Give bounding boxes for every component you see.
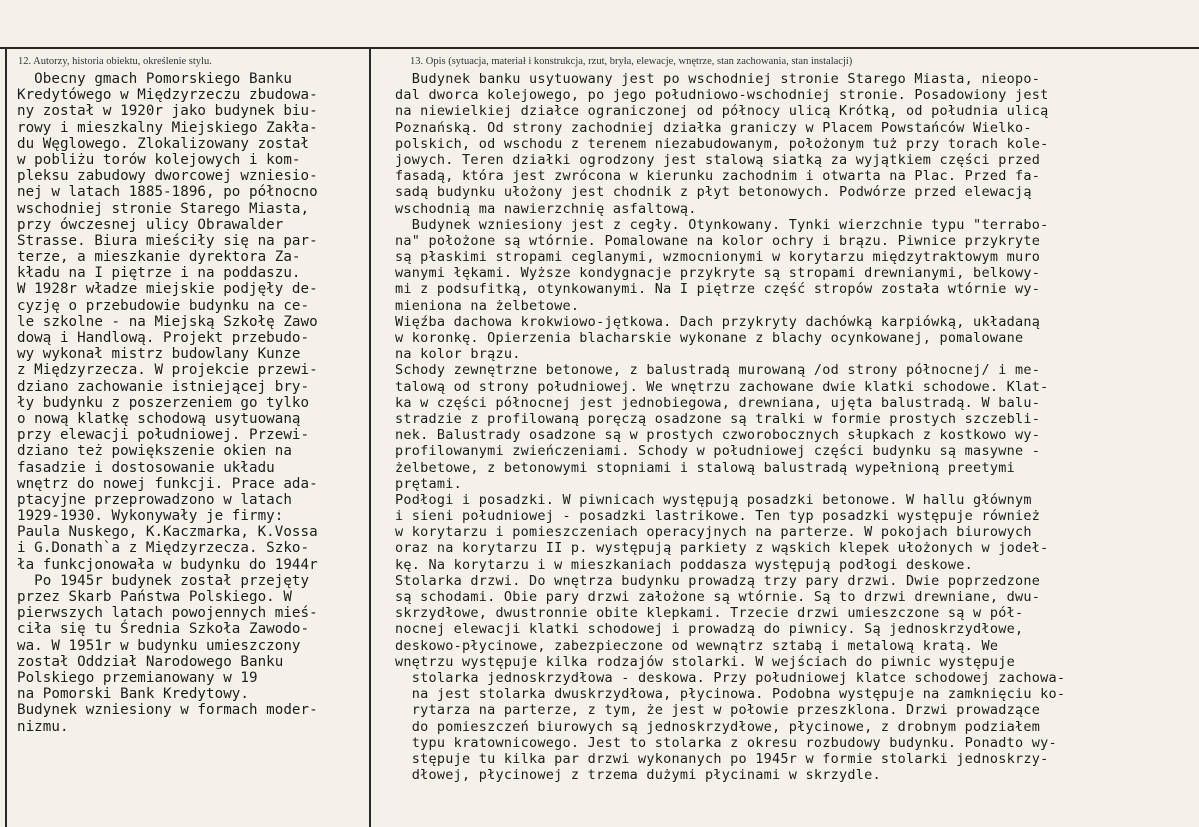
text-line: i G.Donath`a z Międzyrzecza. Szko- <box>17 540 310 557</box>
text-line: Stolarka drzwi. Do wnętrza budynku prowadzą trzy pary drzwi. Dwie poprzedzone <box>395 572 1041 589</box>
text-line: rytarza na parterze, z tym, że jest w połowie przeszklona. Drzwi prowadzące <box>395 702 1041 719</box>
text-line: wanymi łękami. Wyższe kondygnacje przykryte są stropami drewnianymi, belkowy- <box>395 265 1041 282</box>
text-line: Poznańską. Od strony zachodniej działka graniczy w Placem Powstańców Wielko- <box>395 119 1032 136</box>
text-line: ptacyjne przeprowadzono w latach <box>17 491 292 508</box>
text-line: dową i Handlową. Projekt przebudo- <box>17 330 310 346</box>
text-line: jowych. Teren działki ogrodzony jest stalową siatką za wyjątkiem części przed <box>395 151 1041 168</box>
text-line: Po 1945r budynek został przejęty <box>17 572 310 589</box>
text-line: wschodnią ma nawierzchnię asfaltową. <box>395 200 697 217</box>
text-line: dziano też powiększenie okien na <box>17 443 292 460</box>
text-line: polskich, od wschodu z terenem niezabudowanym, położonym tuż przy torach kole- <box>395 135 1049 152</box>
text-line: pierwszych latach powojennych mieś- <box>17 605 318 622</box>
right-column-header: 13. Opis (sytuacja, materiał i konstrukcja, rzut, bryła, elewacje, wnętrze, stan zachowania, stan instalacji) <box>410 56 853 67</box>
text-line: kę. Na korytarzu i w mieszkaniach poddasza występują podłogi deskowe. <box>395 556 974 573</box>
text-line: w koronkę. Opierzenia blacharskie wykonane z blachy ocynkowanej, pomalowane <box>395 330 1024 346</box>
text-line: na Pomorski Bank Kredytowy. <box>17 686 249 703</box>
text-line: typu kratownicowego. Jest to stolarka z okresu rozbudowy budynku. Ponadto wy- <box>395 734 1057 751</box>
text-line: cyzję o przebudowie budynku na ce- <box>17 297 310 314</box>
left-column-header: 12. Autorzy, historia obiektu, określenie stylu. <box>18 56 212 67</box>
text-line: z Międzyrzecza. W projekcie przewi- <box>17 362 318 379</box>
text-line: wy wykonał mistrz budowlany Kunze <box>17 346 301 363</box>
text-line: deskowo-płycinowe, zabezpieczone od wewnątrz sztabą i metalową kratą. We <box>395 637 999 654</box>
text-line: Strasse. Biura mieściły się na par- <box>17 232 318 249</box>
text-line: Polskiego przemianowany w 19 <box>17 669 258 686</box>
text-line: 1929-1930. Wykonywały je firmy: <box>17 508 284 525</box>
text-line: ła funkcjonowała w budynku do 1944r <box>17 556 318 573</box>
text-line: ły budynku z poszerzeniem go tylko <box>17 394 310 411</box>
text-line: wa. W 1951r w budynku umieszczony <box>17 637 301 654</box>
text-line: na jest stolarka dwuskrzydłowa, płycinowa. Podobna występuje na zamknięciu ko- <box>395 686 1066 703</box>
text-line: Kredytówego w Międzyrzeczu zbudowa- <box>17 87 318 104</box>
text-line: Podłogi i posadzki. W piwnicach występują posadzki betonowe. W hallu głównym <box>395 491 1032 508</box>
text-line: o nową klatkę schodową usytuowaną <box>17 410 301 427</box>
text-line: profilowanymi zwieńczeniami. Schody w południowej części budynku są masywne - <box>395 443 1041 460</box>
text-line: pleksu zabudowy dworcowej wzniesio- <box>17 168 318 185</box>
text-line: w pobliżu torów kolejowych i kom- <box>17 151 301 168</box>
column-divider <box>369 47 371 827</box>
text-line: Budynek banku usytuowany jest po wschodniej stronie Starego Miasta, nieopo- <box>395 71 1041 87</box>
text-line: mieniona na żelbetowe. <box>395 297 580 314</box>
text-line: i sieni południowej - posadzki lastrikowe. Ten typ posadzki występuje również <box>395 508 1041 525</box>
text-line: przy elewacji południowej. Przewi- <box>17 427 310 444</box>
text-line: terze, a mieszkanie dyrektora Za- <box>17 249 301 266</box>
text-line: Paula Nuskego, K.Kaczmarka, K.Vossa <box>17 524 318 541</box>
text-line: mi z podsufitką, otynkowanymi. Na I piętrze część stropów została wtórnie wy- <box>395 281 1041 298</box>
text-line: talową od strony południowej. We wnętrzu zachowane dwie klatki schodowe. Klat- <box>395 378 1049 395</box>
text-line: wnętrz do nowej funkcji. Prace ada- <box>17 475 318 492</box>
text-line: skrzydłowe, dwustronnie obite klepkami. Trzecie drzwi umieszczone są w pół- <box>395 605 1024 622</box>
text-line: Budynek wzniesiony jest z cegły. Otynkowany. Tynki wierzchnie typu "terrabo- <box>395 216 1049 233</box>
text-line: Więźba dachowa krokwiowo-jętkowa. Dach przykryty dachówką karpiówką, układaną <box>395 313 1041 330</box>
text-line: nizmu. <box>17 718 69 735</box>
text-line: kładu na I piętrze i na poddaszu. <box>17 265 301 282</box>
text-line: nek. Balustrady osadzone są w prostych czworobocznych słupkach z kostkowo wy- <box>395 427 1041 444</box>
text-line: stradzie z profilowaną poręczą osadzone są tralki w formie prostych szczebli- <box>395 410 1041 427</box>
text-line: dziano zachowanie istniejącej bry- <box>17 378 310 395</box>
text-line: sadą budynku ułożony jest chodnik z płyt betonowych. Podwórze przed elewacją <box>395 184 1032 201</box>
text-line: oraz na korytarzu II p. występują parkiety z wąskich klepek ułożonych w jodeł- <box>395 540 1049 557</box>
text-line: du Węglowego. Zlokalizowany został <box>17 135 310 152</box>
text-line: przy ówczesnej ulicy Obrawalder <box>17 216 284 233</box>
text-line: są schodami. Obie pary drzwi założone są wtórnie. Są to drzwi drewniane, dwu- <box>395 589 1041 605</box>
text-line: w korytarzu i pomieszczeniach operacyjnych na parterze. W pokojach biurowych <box>395 524 1032 541</box>
history-text <box>17 71 359 735</box>
text-line: le szkolne - na Miejską Szkołę Zawo <box>17 313 318 330</box>
text-line: przez Skarb Państwa Polskiego. W <box>17 589 292 605</box>
text-line: są płaskimi stropami ceglanymi, wzmocnionymi w korytarzu międzytraktowym muro <box>395 249 1041 266</box>
text-line: ciła się tu Średnia Szkoła Zawodo- <box>17 621 310 638</box>
text-line: W 1928r władze miejskie podjęły de- <box>17 281 318 298</box>
text-line: stolarka jednoskrzydłowa - deskowa. Przy południowej klatce schodowej zachowa- <box>395 669 1066 686</box>
description-text <box>395 71 1185 783</box>
top-rule <box>0 47 1199 49</box>
text-line: nej w latach 1885-1896, po północno <box>17 184 318 201</box>
text-line: do pomieszczeń biurowych są jednoskrzydłowe, płycinowe, z drobnym podziałem <box>395 718 1041 735</box>
text-line: wnętrzu występuje kilka rodzajów stolarki. W wejściach do piwnic występuje <box>395 653 1015 670</box>
text-line: prętami. <box>395 475 463 492</box>
text-line: fasadą, która jest zwrócona w kierunku zachodnim i otwarta na Plac. Przed fa- <box>395 168 1041 185</box>
text-line: Schody zewnętrzne betonowe, z balustradą murowaną /od strony północnej/ i me- <box>395 362 1041 379</box>
text-line: na niewielkiej działce ograniczonej od północy ulicą Krótką, od południa ulicą <box>395 103 1049 120</box>
text-line: na" położone są wtórnie. Pomalowane na kolor ochry i brązu. Piwnice przykryte <box>395 232 1041 249</box>
text-line: wschodniej stronie Starego Miasta, <box>17 200 310 217</box>
text-line: ka w części północnej jest jednobiegowa, drewniana, ujęta balustradą. W balu- <box>395 394 1041 411</box>
text-line: stępuje tu kilka par drzwi wykonanych po 1945r w formie stolarki jednoskrzy- <box>395 750 1049 767</box>
text-line: Budynek wzniesiony w formach moder- <box>17 702 318 719</box>
left-border <box>5 47 7 827</box>
text-line: dłowej, płycinowej z trzema dużymi płycinami w skrzydle. <box>395 767 881 784</box>
text-line: żelbetowe, z betonowymi stopniami i stalową balustradą wypełnioną preetymi <box>395 459 1015 476</box>
text-line: Obecny gmach Pomorskiego Banku <box>17 71 292 87</box>
text-line: fasadzie i dostosowanie układu <box>17 459 275 476</box>
text-line: nocnej elewacji klatki schodowej i prowadzą do piwnicy. Są jednoskrzydłowe, <box>395 621 1024 638</box>
text-line: rowy i mieszkalny Miejskiego Zakła- <box>17 119 318 136</box>
text-line: dal dworca kolejowego, po jego południowo-wschodniej stronie. Posadowiony jest <box>395 87 1049 104</box>
text-line: został Oddział Narodowego Banku <box>17 653 284 670</box>
text-line: na kolor brązu. <box>395 346 521 363</box>
text-line: ny został w 1920r jako budynek biu- <box>17 103 318 120</box>
